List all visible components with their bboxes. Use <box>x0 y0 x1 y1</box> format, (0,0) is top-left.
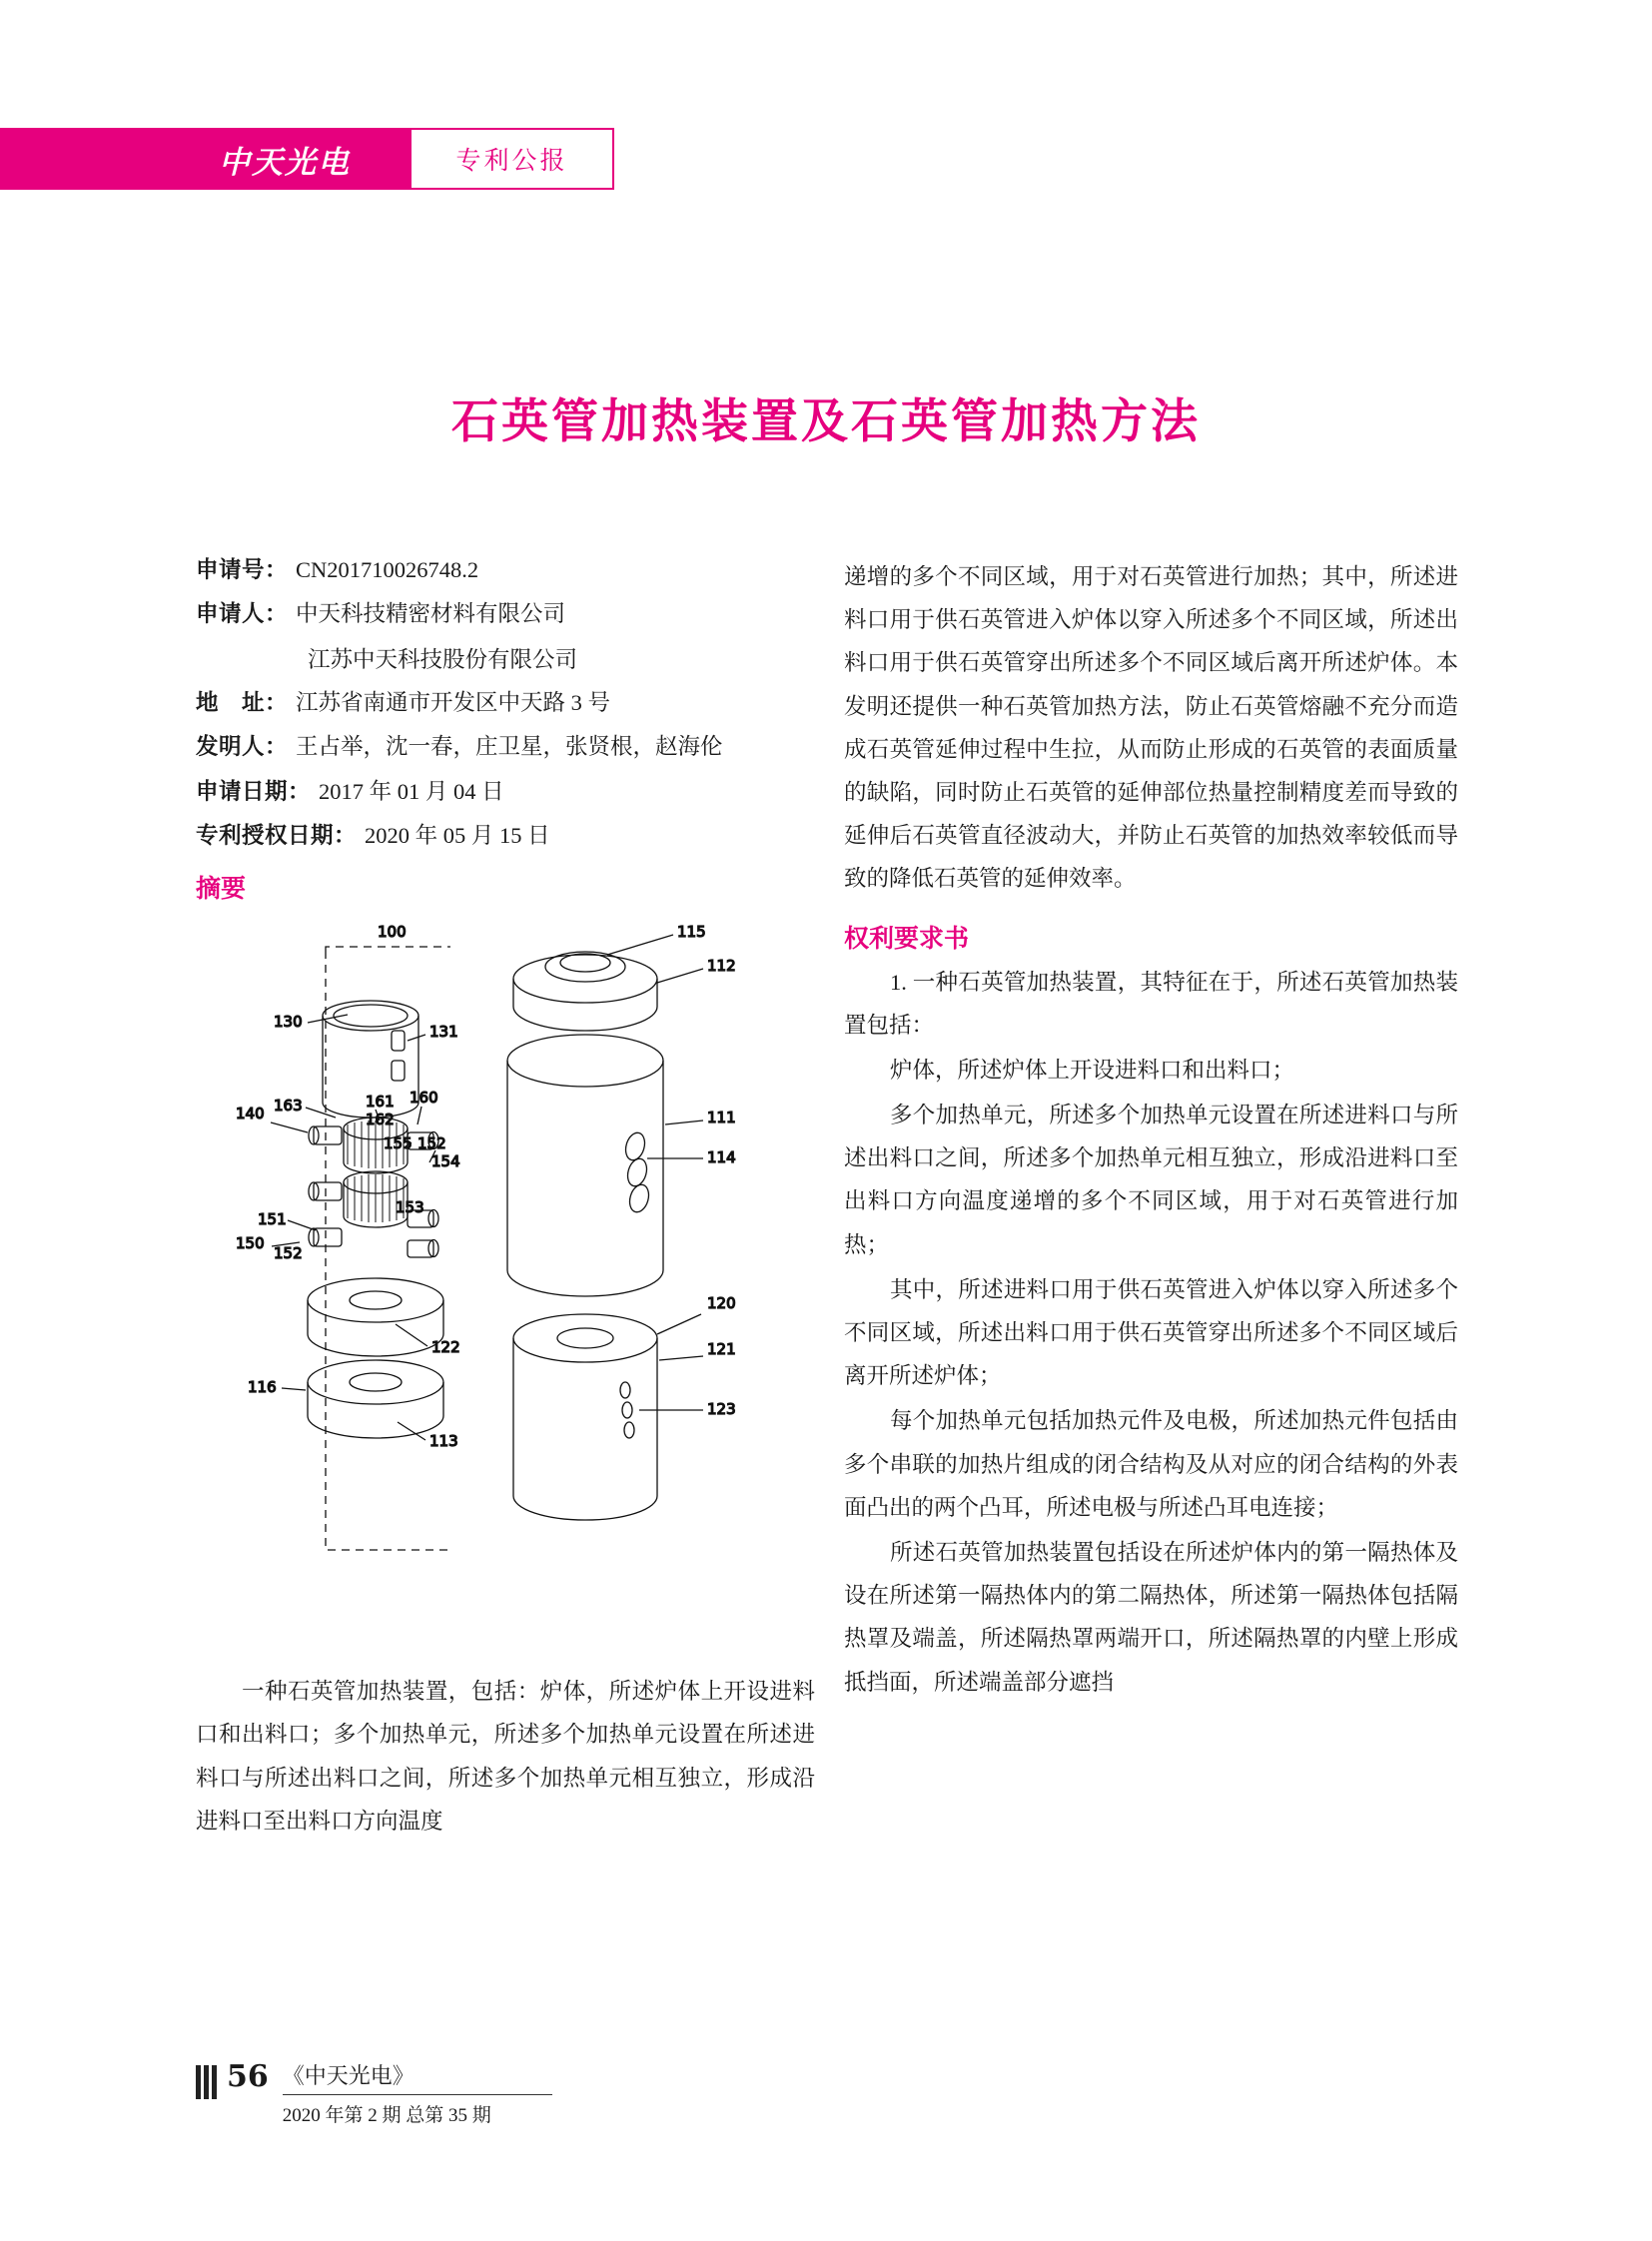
svg-text:150: 150 <box>236 1234 265 1253</box>
svg-text:161: 161 <box>366 1093 395 1112</box>
field-applicant-value-1: 中天科技精密材料有限公司 <box>296 601 566 627</box>
svg-text:120: 120 <box>707 1294 736 1313</box>
svg-text:152: 152 <box>417 1134 446 1153</box>
page-footer <box>196 2059 552 2127</box>
abstract-heading: 摘要 <box>196 874 247 904</box>
claim-paragraph: 所述石英管加热装置包括设在所述炉体内的第一隔热体及设在所述第一隔热体内的第二隔热体，所述第一隔热体包括隔热罩及端盖，所述隔热罩两端开口，所述隔热罩的内壁上形成抵挡面，所述端盖部分遮挡 <box>844 1539 1458 1695</box>
field-application-number-label: 申请号： <box>196 557 289 582</box>
svg-text:160: 160 <box>410 1089 438 1108</box>
header-section-tab <box>410 128 614 190</box>
field-application-number <box>196 555 815 585</box>
svg-text:130: 130 <box>274 1013 303 1032</box>
svg-text:116: 116 <box>248 1378 277 1397</box>
field-address <box>196 688 815 718</box>
header-section-tab-label: 专利公报 <box>455 146 568 175</box>
field-applicant-label: 申请人： <box>196 601 289 627</box>
svg-text:111: 111 <box>707 1109 736 1127</box>
svg-text:112: 112 <box>707 957 736 976</box>
svg-text:152: 152 <box>274 1244 303 1263</box>
svg-text:100: 100 <box>378 923 407 942</box>
footer-page-number: 56 <box>227 2059 269 2094</box>
svg-text:153: 153 <box>396 1198 424 1217</box>
field-grant-date-value: 2020 年 05 月 15 日 <box>365 822 550 848</box>
claim-paragraph: 多个加热单元，所述多个加热单元设置在所述进料口与所述出料口之间，所述多个加热单元相互独立，形成沿进料口至出料口方向温度递增的多个不同区域，用于对石英管进行加热； <box>844 1103 1458 1257</box>
field-address-label: 地 址： <box>196 689 289 715</box>
svg-text:163: 163 <box>274 1097 303 1116</box>
abstract-text-left: 一种石英管加热装置，包括：炉体，所述炉体上开设进料口和出料口；多个加热单元，所述多个加热单元设置在所述进料口与所述出料口之间，所述多个加热单元相互独立，形成沿进料口至出料口方向温度 <box>196 1679 815 1834</box>
svg-text:121: 121 <box>707 1340 736 1359</box>
abstract-text-right: 递增的多个不同区域，用于对石英管进行加热；其中，所述进料口用于供石英管进入炉体以穿入所述多个不同区域，所述出料口用于供石英管穿出所述多个不同区域后离开所述炉体。本发明还提供一种石英管加热方法，防止石英管熔融不充分而造成石英管延伸过程中生拉，从而防止形成的石英管的表面质量的缺陷，同时防止石英管的延伸部位热量控制精度差而导致的延伸后石英管直径波动大，并防止石英管的加热效率较低而导致的降低石英管的延伸效率。 <box>844 564 1458 892</box>
field-applicant <box>196 599 815 629</box>
field-inventor-label: 发明人： <box>196 734 289 760</box>
claim-paragraph: 每个加热单元包括加热元件及电极，所述加热元件包括由多个串联的加热片组成的闭合结构及从对应的闭合结构的外表面凸出的两个凸耳，所述电极与所述凸耳电连接； <box>844 1408 1458 1520</box>
left-column <box>196 555 815 1845</box>
field-application-date <box>196 777 815 807</box>
footer-issue-info: 2020 年第 2 期 总第 35 期 <box>283 2094 552 2127</box>
page-title: 石英管加热装置及石英管加热方法 <box>451 394 1201 449</box>
exploded-assembly-diagram <box>196 911 815 1670</box>
footer-journal-block <box>283 2059 552 2127</box>
svg-text:155: 155 <box>384 1134 413 1153</box>
svg-text:162: 162 <box>366 1111 395 1129</box>
footer-bars-icon <box>196 2065 217 2099</box>
field-inventor <box>196 732 815 762</box>
svg-text:122: 122 <box>431 1338 460 1357</box>
footer-journal-name: 《中天光电》 <box>282 2063 414 2088</box>
svg-text:131: 131 <box>429 1023 458 1042</box>
field-application-date-value: 2017 年 01 月 04 日 <box>319 778 504 804</box>
svg-text:115: 115 <box>677 923 706 942</box>
svg-text:154: 154 <box>431 1152 460 1171</box>
field-application-number-value: CN201710026748.2 <box>296 557 479 582</box>
brand-logo-text: 中天光电 <box>219 144 351 181</box>
svg-text:114: 114 <box>707 1148 736 1167</box>
svg-text:123: 123 <box>707 1400 736 1419</box>
svg-text:140: 140 <box>236 1105 265 1123</box>
right-column <box>844 555 1458 1706</box>
field-applicant-value-2: 江苏中天科技股份有限公司 <box>308 646 578 672</box>
svg-text:151: 151 <box>258 1210 287 1229</box>
claim-paragraph: 1. 一种石英管加热装置，其特征在于，所述石英管加热装置包括： <box>844 969 1458 1038</box>
claim-paragraph: 其中，所述进料口用于供石英管进入炉体以穿入所述多个不同区域，所述出料口用于供石英管穿出所述多个不同区域后离开所述炉体； <box>844 1276 1458 1389</box>
field-grant-date-label: 专利授权日期： <box>196 822 358 848</box>
field-grant-date <box>196 821 815 851</box>
field-address-value: 江苏省南通市开发区中天路 3 号 <box>296 689 611 715</box>
claim-paragraph: 炉体，所述炉体上开设进料口和出料口； <box>890 1057 1295 1083</box>
svg-text:113: 113 <box>429 1432 458 1451</box>
field-inventor-value: 王占举，沈一春，庄卫星，张贤根，赵海伦 <box>296 734 723 760</box>
field-application-date-label: 申请日期： <box>196 778 312 804</box>
claims-heading: 权利要求书 <box>844 923 970 953</box>
brand-logo <box>205 138 365 180</box>
